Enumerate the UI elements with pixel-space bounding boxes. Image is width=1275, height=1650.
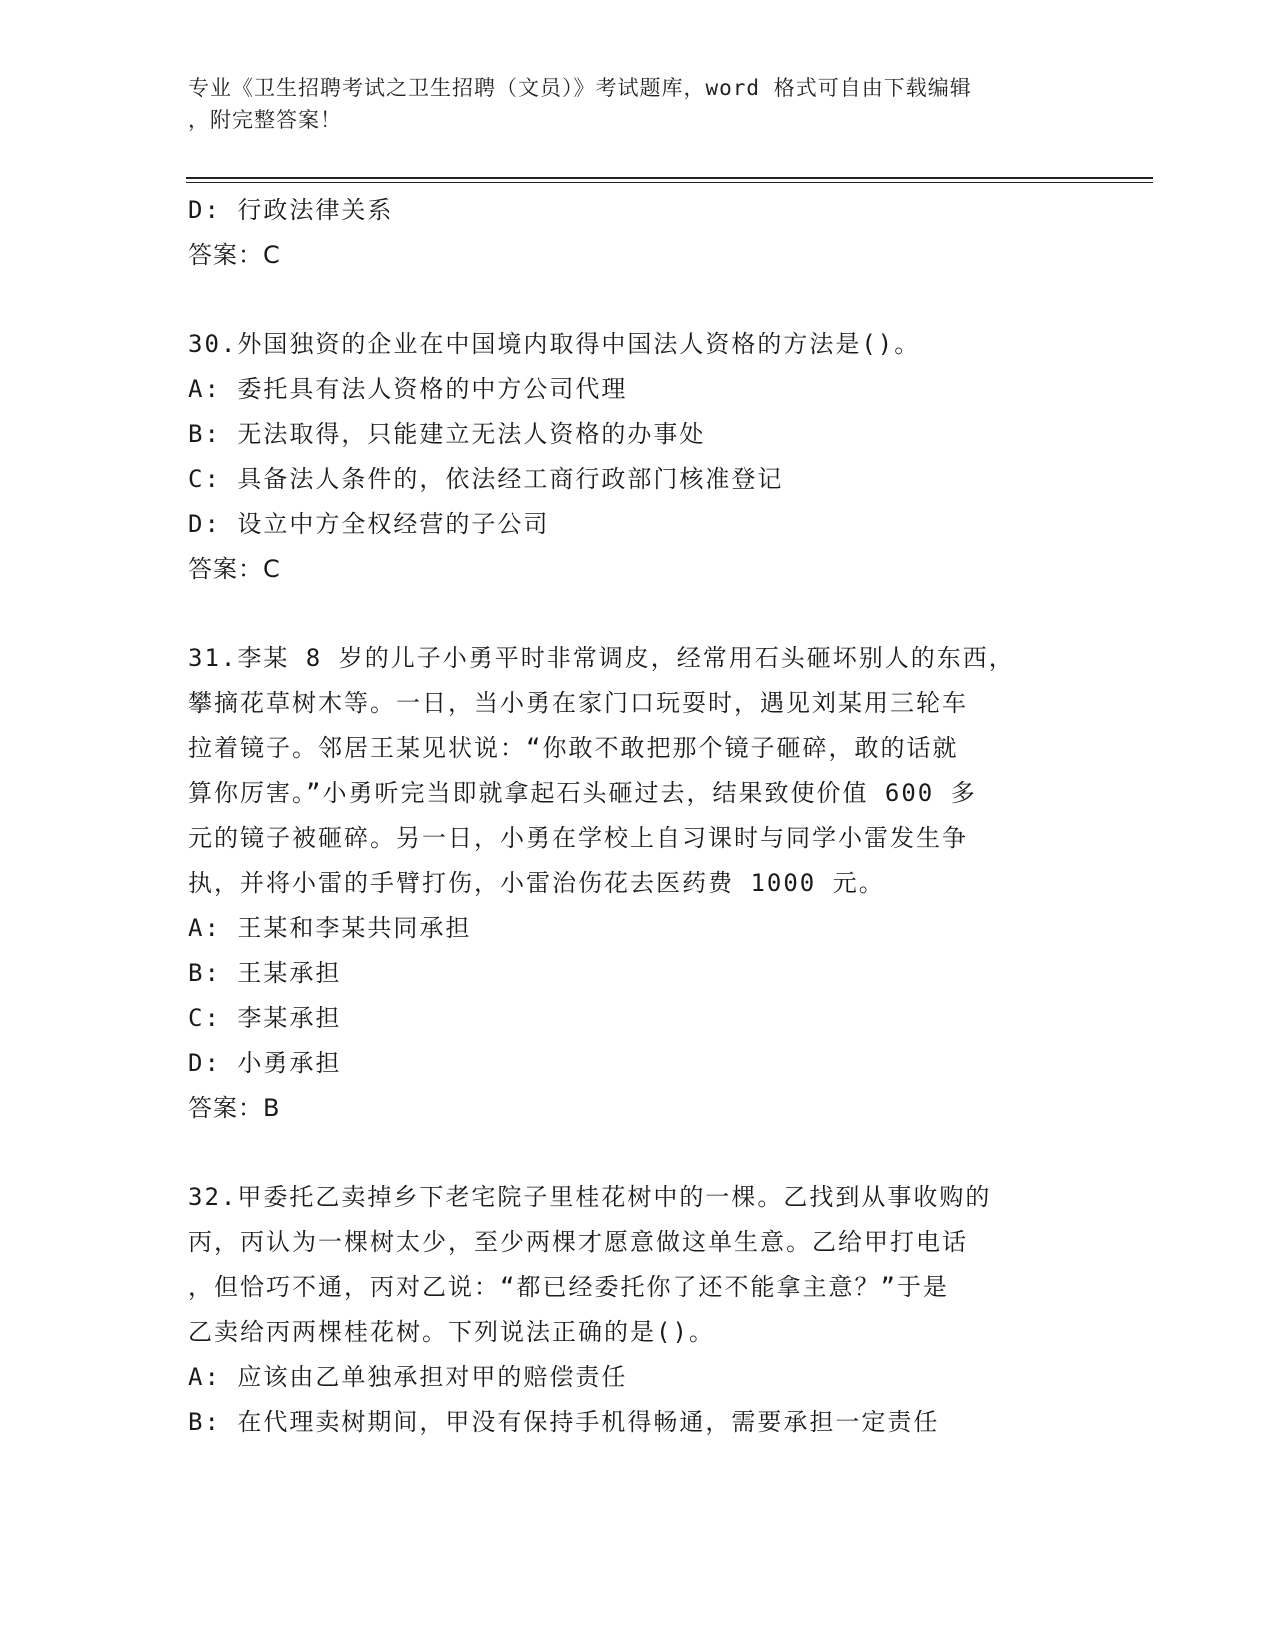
header-divider-thick	[186, 177, 1153, 179]
question-30	[188, 322, 1088, 592]
q32-stem-line: ，但恰巧不通，丙对乙说：“都已经委托你了还不能拿主意？”于是	[188, 1273, 949, 1301]
q32-stem-line: 丙，丙认为一棵树太少，至少两棵才愿意做这单生意。乙给甲打电话	[188, 1228, 968, 1256]
q31-stem-line: 31.李某 8 岁的儿子小勇平时非常调皮，经常用石头砸坏别人的东西，	[188, 644, 1015, 672]
question-31	[188, 636, 1088, 1131]
q31-stem-line: 元的镜子被砸碎。另一日，小勇在学校上自习课时与同学小雷发生争	[188, 824, 968, 852]
q31-stem-line: 拉着镜子。邻居王某见状说：“你敢不敢把那个镜子砸碎，敢的话就	[188, 734, 959, 762]
header-divider-thin	[186, 182, 1153, 183]
question-29	[188, 188, 1088, 278]
page-header	[188, 72, 1088, 136]
q32-option-b: B: 在代理卖树期间，甲没有保持手机得畅通，需要承担一定责任	[188, 1408, 940, 1436]
q30-option-b: B: 无法取得，只能建立无法人资格的办事处	[188, 420, 706, 448]
q29-option-d: D: 行政法律关系	[188, 196, 394, 224]
q30-option-c: C: 具备法人条件的，依法经工商行政部门核准登记	[188, 465, 784, 493]
q30-option-a: A: 委托具有法人资格的中方公司代理	[188, 375, 628, 403]
q31-option-a: A: 王某和李某共同承担	[188, 914, 472, 942]
header-line-1: 专业《卫生招聘考试之卫生招聘（文员）》考试题库，word 格式可自由下载编辑	[188, 76, 972, 100]
q29-answer: 答案：C	[188, 241, 281, 269]
q31-option-b: B: 王某承担	[188, 959, 342, 987]
question-spacer	[188, 278, 1088, 322]
q31-option-d: D: 小勇承担	[188, 1049, 342, 1077]
q31-stem-line: 执，并将小雷的手臂打伤，小雷治伤花去医药费 1000 元。	[188, 869, 885, 897]
q31-stem-line: 算你厉害。”小勇听完当即就拿起石头砸过去，结果致使价值 600 多	[188, 779, 977, 807]
question-spacer	[188, 1131, 1088, 1175]
q30-answer: 答案：C	[188, 555, 281, 583]
header-line-2: ，附完整答案！	[188, 108, 342, 132]
question-content	[188, 188, 1088, 1445]
q30-stem: 30.外国独资的企业在中国境内取得中国法人资格的方法是()。	[188, 330, 921, 358]
q32-option-a: A: 应该由乙单独承担对甲的赔偿责任	[188, 1363, 628, 1391]
q31-option-c: C: 李某承担	[188, 1004, 342, 1032]
question-32	[188, 1175, 1088, 1445]
q32-stem-line: 乙卖给丙两棵桂花树。下列说法正确的是()。	[188, 1318, 715, 1346]
q30-option-d: D: 设立中方全权经营的子公司	[188, 510, 550, 538]
q31-answer: 答案：B	[188, 1094, 281, 1122]
question-spacer	[188, 592, 1088, 636]
q32-stem-line: 32.甲委托乙卖掉乡下老宅院子里桂花树中的一棵。乙找到从事收购的	[188, 1183, 992, 1211]
q31-stem-line: 攀摘花草树木等。一日，当小勇在家门口玩耍时，遇见刘某用三轮车	[188, 689, 968, 717]
